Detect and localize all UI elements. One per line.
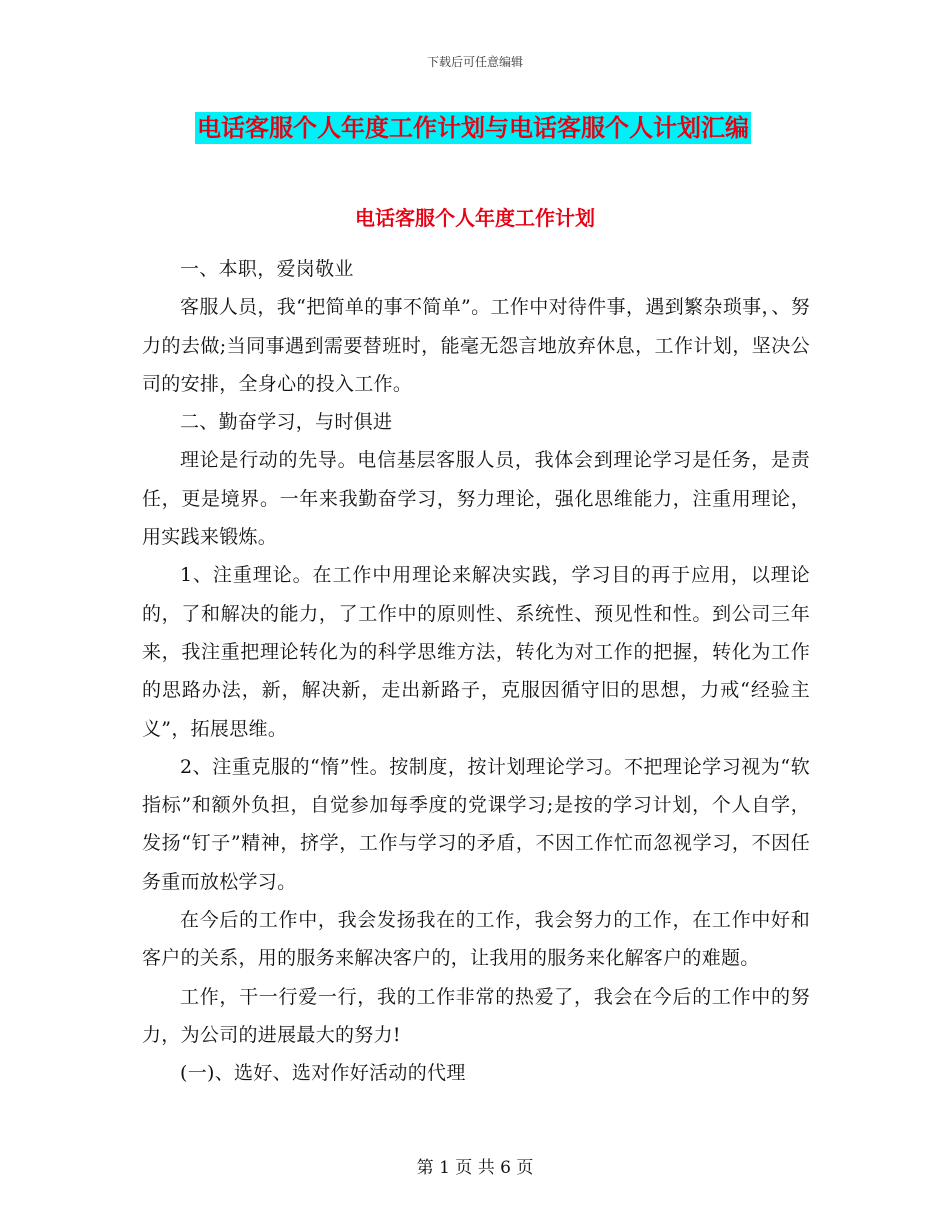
document-sub-title: 电话客服个人年度工作计划 xyxy=(355,206,595,230)
body-paragraph: 工作，干一行爱一行，我的工作非常的热爱了，我会在今后的工作中的努力，为公司的进展最大的努力! xyxy=(142,985,810,1046)
header-note: 下载后可任意编辑 xyxy=(426,55,523,69)
body-paragraph: 客服人员，我“把简单的事不简单”。工作中对待件事，遇到繁杂琐事，、努力的去做;当同事遇到需要替班时，能毫无怨言地放弃休息，工作计划，坚决公司的安排，全身心的投入工作。 xyxy=(142,296,810,395)
section-heading: 二、勤奋学习，与时俱进 xyxy=(180,411,393,434)
section-heading: (一)、选好、选对作好活动的代理 xyxy=(180,1062,466,1085)
document-body xyxy=(142,250,810,1093)
page-number: 第 1 页 共 6 页 xyxy=(416,1158,534,1178)
document-main-title: 电话客服个人年度工作计划与电话客服个人计划汇编 xyxy=(197,113,749,142)
body-paragraph: 2、注重克服的“惰”性。按制度，按计划理论学习。不把理论学习视为“软指标”和额外负担，自觉参加每季度的党课学习;是按的学习计划，个人自学，发扬“钉子”精神，挤学，工作与学习的矛盾，不因工作忙而忽视学习，不因任务重而放松学习。 xyxy=(142,755,810,893)
section-heading: 一、本职，爱岗敬业 xyxy=(180,258,354,280)
body-paragraph: 1、注重理论。在工作中用理论来解决实践，学习目的再于应用，以理论的，了和解决的能力，了工作中的原则性、系统性、预见性和性。到公司三年来，我注重把理论转化为的科学思维方法，转化为对工作的把握，转化为工作的思路办法，新，解决新，走出新路子，克服因循守旧的思想，力戒“经验主义”，拓展思维。 xyxy=(142,564,810,740)
body-paragraph: 在今后的工作中，我会发扬我在的工作，我会努力的工作，在工作中好和客户的关系，用的服务来解决客户的，让我用的服务来化解客户的难题。 xyxy=(142,909,810,970)
body-paragraph: 理论是行动的先导。电信基层客服人员，我体会到理论学习是任务，是责任，更是境界。一年来我勤奋学习，努力理论，强化思维能力，注重用理论，用实践来锻炼。 xyxy=(142,449,810,549)
